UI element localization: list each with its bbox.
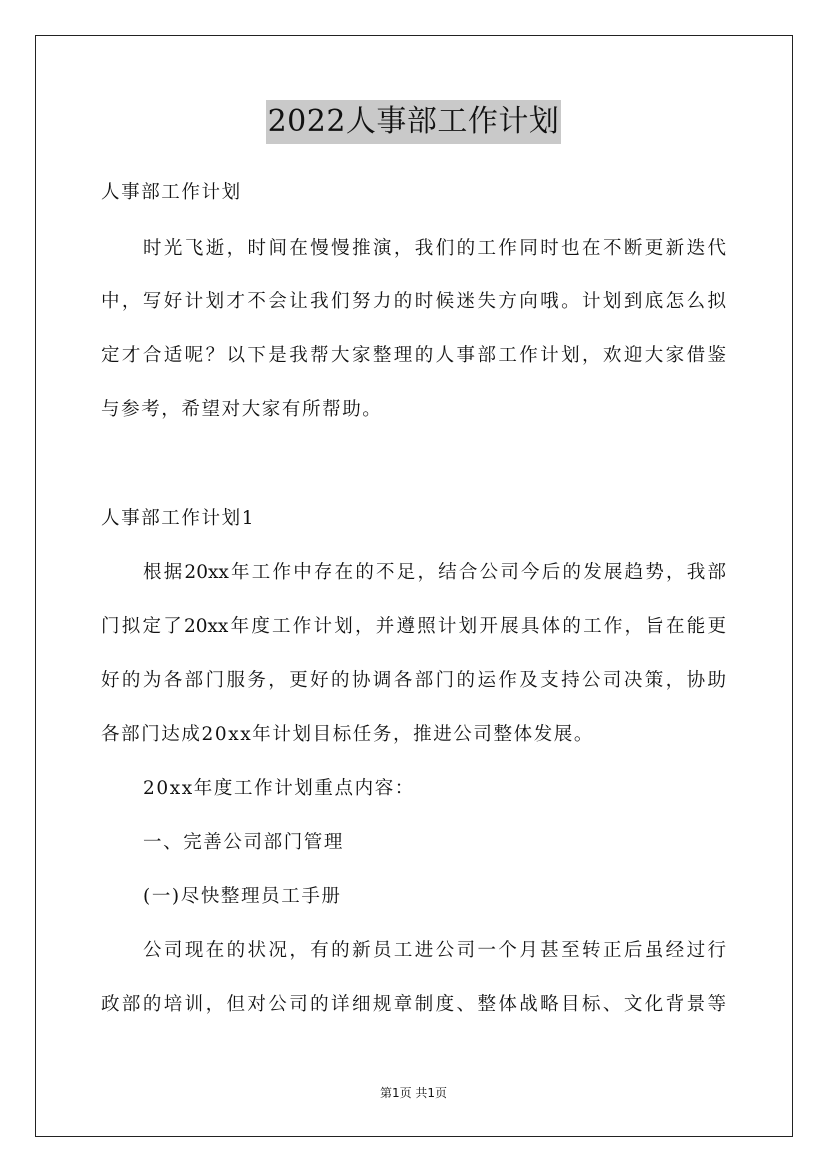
page-footer: 第1页 共1页 xyxy=(379,1086,448,1100)
para1-line-2: 门拟定了20xx年度工作计划，并遵照计划开展具体的工作，旨在能更 xyxy=(101,616,726,637)
para2-line-1: 公司现在的状况，有的新员工进公司一个月甚至转正后虽经过行 xyxy=(143,940,726,961)
section-1-heading: 一、完善公司部门管理 xyxy=(143,832,345,853)
section-heading: 人事部工作计划 xyxy=(101,182,242,203)
subsection-1-heading: (一)尽快整理员工手册 xyxy=(143,886,342,907)
document-title: 2022人事部工作计划 xyxy=(266,100,562,144)
para1-line-3: 好的为各部门服务，更好的协调各部门的运作及支持公司决策，协助 xyxy=(101,670,726,691)
intro-line-4: 与参考，希望对大家有所帮助。 xyxy=(101,399,383,420)
section-heading-1: 人事部工作计划1 xyxy=(101,508,256,529)
intro-line-1: 时光飞逝，时间在慢慢推演，我们的工作同时也在不断更新迭代 xyxy=(143,238,726,259)
title-wrap xyxy=(0,100,827,144)
para2-line-2: 政部的培训，但对公司的详细规章制度、整体战略目标、文化背景等 xyxy=(101,994,726,1015)
para1-line-1: 根据20xx年工作中存在的不足，结合公司今后的发展趋势，我部 xyxy=(143,562,726,583)
para1-line-4: 各部门达成20xx年计划目标任务，推进公司整体发展。 xyxy=(101,724,595,745)
intro-line-2: 中，写好计划才不会让我们努力的时候迷失方向哦。计划到底怎么拟 xyxy=(101,291,726,312)
intro-line-3: 定才合适呢？以下是我帮大家整理的人事部工作计划，欢迎大家借鉴 xyxy=(101,345,726,366)
focus-line: 20xx年度工作计划重点内容： xyxy=(143,778,415,799)
